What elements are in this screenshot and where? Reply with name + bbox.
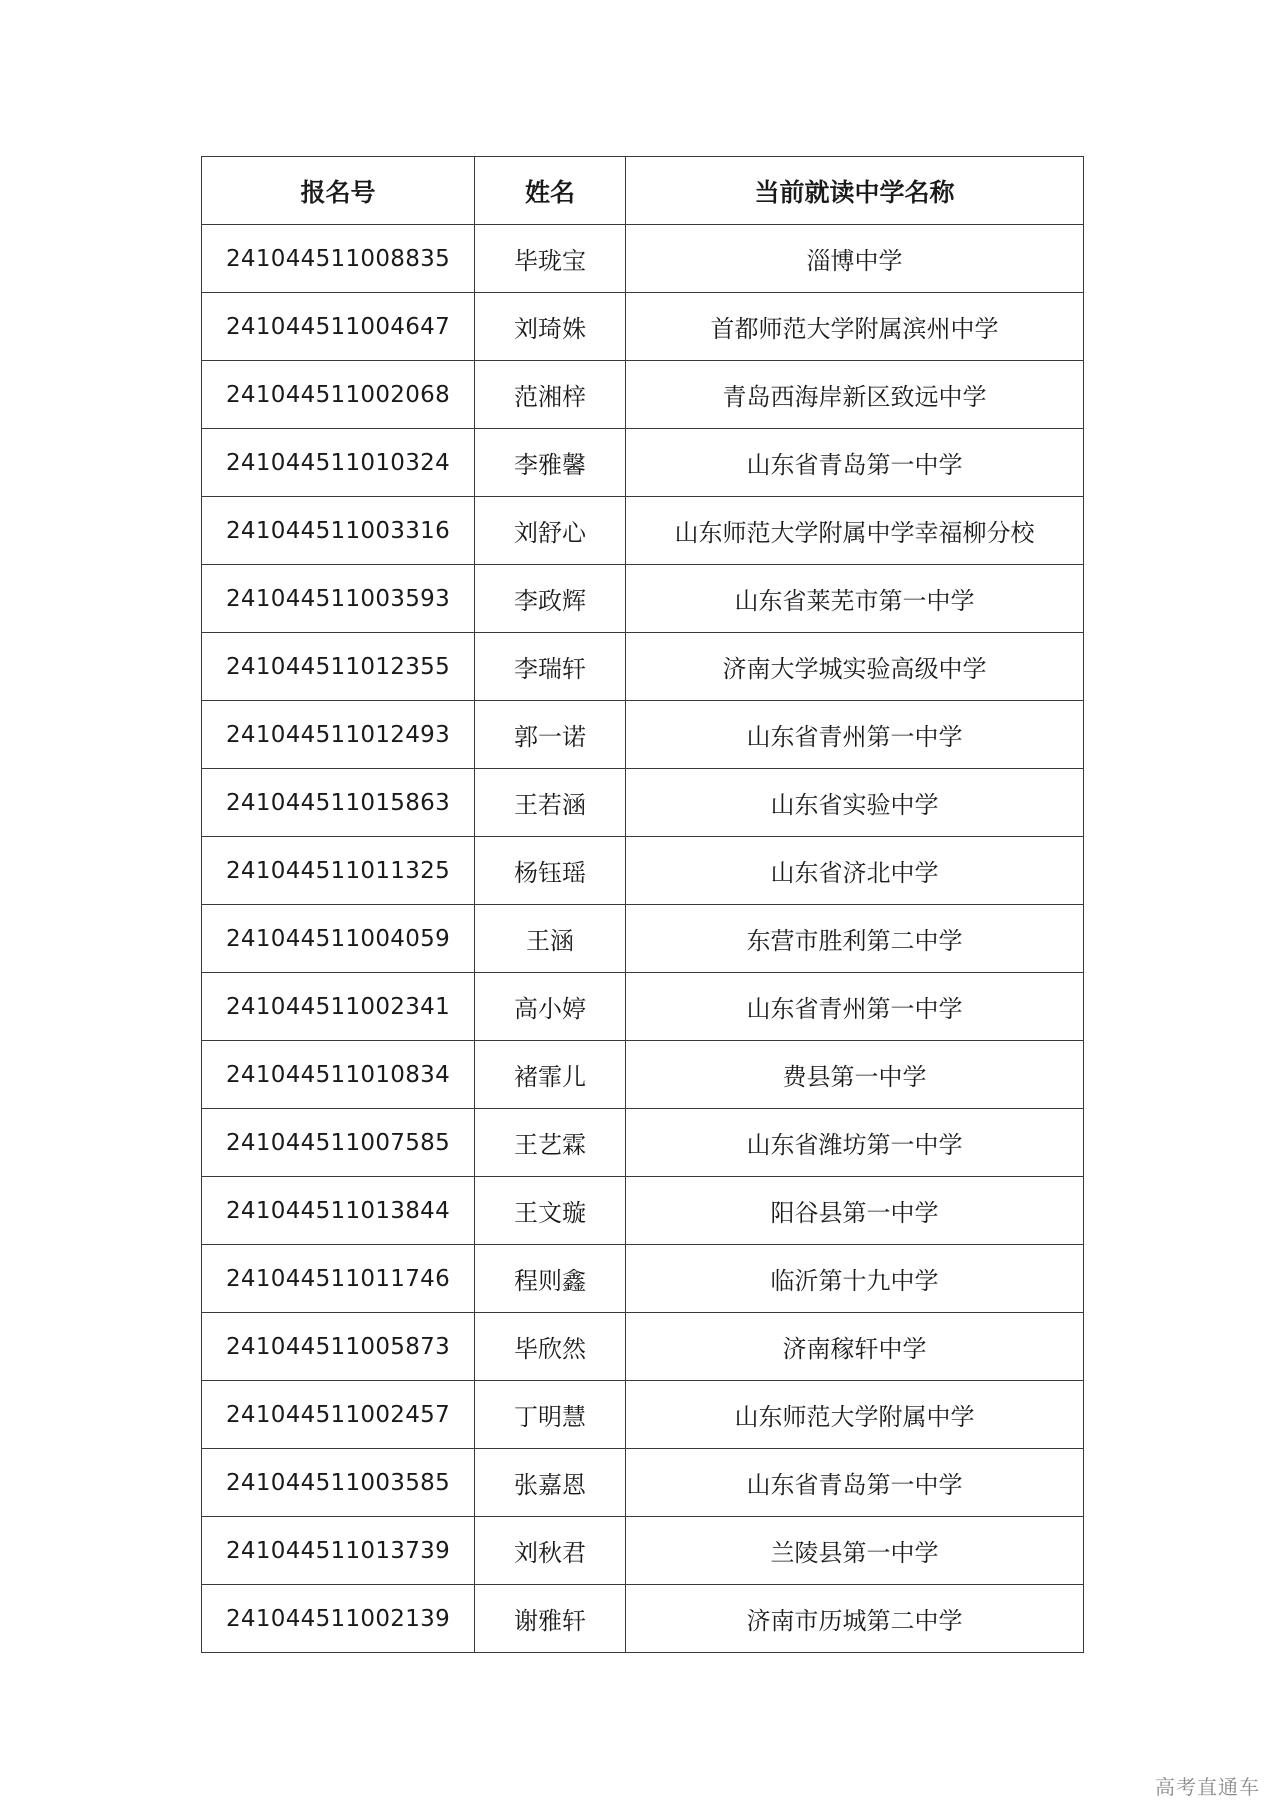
table-body [202, 225, 1084, 1653]
student-name-cell: 王文璇 [475, 1177, 626, 1245]
registration-number-cell: 241044511012493 [202, 701, 475, 769]
student-name-cell: 范湘梓 [475, 361, 626, 429]
school-name-cell: 山东省青岛第一中学 [626, 1449, 1084, 1517]
table-row [202, 497, 1084, 565]
student-name-cell: 刘琦姝 [475, 293, 626, 361]
table-row [202, 1517, 1084, 1585]
student-name-cell: 李政辉 [475, 565, 626, 633]
student-name-cell: 王艺霖 [475, 1109, 626, 1177]
school-name-cell: 东营市胜利第二中学 [626, 905, 1084, 973]
table-row [202, 1041, 1084, 1109]
school-name-cell: 山东省潍坊第一中学 [626, 1109, 1084, 1177]
registration-number-cell: 241044511012355 [202, 633, 475, 701]
student-name-cell: 毕珑宝 [475, 225, 626, 293]
school-name-cell: 费县第一中学 [626, 1041, 1084, 1109]
registration-number-cell: 241044511005873 [202, 1313, 475, 1381]
table-row [202, 1381, 1084, 1449]
registration-number-cell: 241044511013844 [202, 1177, 475, 1245]
header-school-name: 当前就读中学名称 [626, 157, 1084, 225]
school-name-cell: 山东省青州第一中学 [626, 701, 1084, 769]
registration-number-cell: 241044511007585 [202, 1109, 475, 1177]
table-row [202, 837, 1084, 905]
registration-number-cell: 241044511002139 [202, 1585, 475, 1653]
table-row [202, 633, 1084, 701]
school-name-cell: 临沂第十九中学 [626, 1245, 1084, 1313]
table-header-row [202, 157, 1084, 225]
table-row [202, 701, 1084, 769]
table-row [202, 1245, 1084, 1313]
table-row [202, 429, 1084, 497]
admission-roster-table [201, 156, 1084, 1653]
registration-number-cell: 241044511015863 [202, 769, 475, 837]
school-name-cell: 山东省莱芜市第一中学 [626, 565, 1084, 633]
registration-number-cell: 241044511002068 [202, 361, 475, 429]
school-name-cell: 山东省青岛第一中学 [626, 429, 1084, 497]
registration-number-cell: 241044511002457 [202, 1381, 475, 1449]
school-name-cell: 济南大学城实验高级中学 [626, 633, 1084, 701]
school-name-cell: 山东师范大学附属中学幸福柳分校 [626, 497, 1084, 565]
registration-number-cell: 241044511011325 [202, 837, 475, 905]
student-name-cell: 程则鑫 [475, 1245, 626, 1313]
registration-number-cell: 241044511002341 [202, 973, 475, 1041]
school-name-cell: 阳谷县第一中学 [626, 1177, 1084, 1245]
student-name-cell: 刘秋君 [475, 1517, 626, 1585]
table-row [202, 905, 1084, 973]
school-name-cell: 兰陵县第一中学 [626, 1517, 1084, 1585]
school-name-cell: 首都师范大学附属滨州中学 [626, 293, 1084, 361]
registration-number-cell: 241044511011746 [202, 1245, 475, 1313]
student-name-cell: 丁明慧 [475, 1381, 626, 1449]
school-name-cell: 山东省实验中学 [626, 769, 1084, 837]
registration-number-cell: 241044511003316 [202, 497, 475, 565]
registration-number-cell: 241044511003593 [202, 565, 475, 633]
table-row [202, 1585, 1084, 1653]
table-row [202, 1449, 1084, 1517]
table-row [202, 973, 1084, 1041]
student-name-cell: 褚霏儿 [475, 1041, 626, 1109]
registration-number-cell: 241044511004059 [202, 905, 475, 973]
registration-number-cell: 241044511013739 [202, 1517, 475, 1585]
school-name-cell: 济南稼轩中学 [626, 1313, 1084, 1381]
table-row [202, 225, 1084, 293]
registration-number-cell: 241044511010834 [202, 1041, 475, 1109]
school-name-cell: 济南市历城第二中学 [626, 1585, 1084, 1653]
student-name-cell: 王若涵 [475, 769, 626, 837]
student-name-cell: 谢雅轩 [475, 1585, 626, 1653]
student-name-cell: 刘舒心 [475, 497, 626, 565]
student-name-cell: 张嘉恩 [475, 1449, 626, 1517]
table-row [202, 1177, 1084, 1245]
student-name-cell: 毕欣然 [475, 1313, 626, 1381]
table-row [202, 1109, 1084, 1177]
registration-number-cell: 241044511008835 [202, 225, 475, 293]
table-row [202, 361, 1084, 429]
table-row [202, 1313, 1084, 1381]
student-name-cell: 郭一诺 [475, 701, 626, 769]
school-name-cell: 山东省青州第一中学 [626, 973, 1084, 1041]
student-name-cell: 王涵 [475, 905, 626, 973]
student-name-cell: 杨钰瑶 [475, 837, 626, 905]
student-name-cell: 李雅馨 [475, 429, 626, 497]
student-name-cell: 高小婷 [475, 973, 626, 1041]
registration-number-cell: 241044511003585 [202, 1449, 475, 1517]
registration-number-cell: 241044511004647 [202, 293, 475, 361]
watermark-text: 高考直通车 [1155, 1775, 1260, 1799]
header-registration-number: 报名号 [202, 157, 475, 225]
school-name-cell: 山东省济北中学 [626, 837, 1084, 905]
header-name: 姓名 [475, 157, 626, 225]
table-row [202, 565, 1084, 633]
student-name-cell: 李瑞轩 [475, 633, 626, 701]
school-name-cell: 青岛西海岸新区致远中学 [626, 361, 1084, 429]
school-name-cell: 淄博中学 [626, 225, 1084, 293]
table-row [202, 293, 1084, 361]
table-row [202, 769, 1084, 837]
registration-number-cell: 241044511010324 [202, 429, 475, 497]
school-name-cell: 山东师范大学附属中学 [626, 1381, 1084, 1449]
